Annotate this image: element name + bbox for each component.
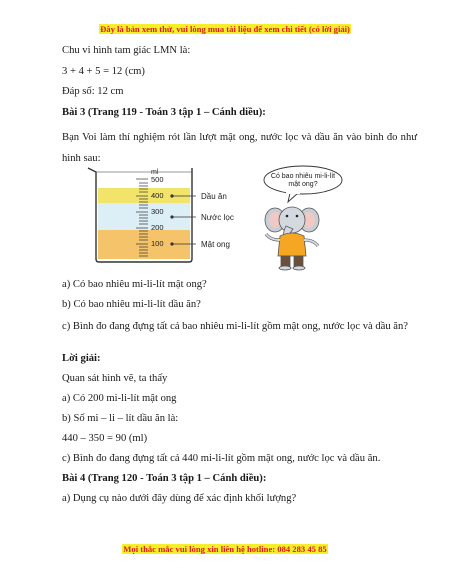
text-line: a) Dụng cụ nào dưới đây dùng để xác định khối lượng? [62,493,297,504]
text-line: Đáp số: 12 cm [62,86,124,97]
calculation-line: 440 – 350 = 90 (ml) [62,433,148,444]
oil-layer [98,188,190,203]
tick-label: 500 [151,175,164,184]
tick-label: 400 [151,191,164,200]
exercise-heading: Bài 3 (Trang 119 - Toán 3 tập 1 – Cánh diều): [62,107,266,118]
speech-bubble [264,166,342,202]
speech-text-line2: mật ong? [288,181,318,188]
question-b: b) Có bao nhiêu mi-li-lít dầu ăn? [62,299,201,310]
oil-label: Dầu ăn [201,192,227,201]
tick-label: 100 [151,239,164,248]
water-layer [98,203,190,230]
answer-c: c) Bình đo đang đựng tất cả 440 mi-li-lít gồm mật ong, nước lọc và dầu ăn. [62,453,381,464]
text-paragraph: Bạn Voi làm thí nghiệm rót lần lượt mật ong, nước lọc và dầu ăn vào bình đo như hình sau: [62,132,417,164]
tick-label: 300 [151,207,164,216]
unit-label: ml [151,169,159,176]
question-a: a) Có bao nhiêu mi-li-lít mật ong? [62,279,207,290]
solution-heading: Lời giải: [62,353,101,364]
text-line: Quan sát hình vẽ, ta thấy [62,373,168,384]
elephant-icon [265,207,319,270]
speech-text-line1: Có bao nhiêu mi-li-lít [270,173,336,180]
honey-layer [98,230,190,259]
answer-b: b) Số mi – li – lít dầu ăn là: [62,413,179,424]
exercise-heading: Bài 4 (Trang 120 - Toán 3 tập 1 – Cánh diều): [62,473,267,484]
preview-banner: Đây là bản xem thử, vui lòng mua tài liệu để xem chi tiết (có lời giải) [100,24,350,34]
water-label: Nước lọc [201,213,234,222]
text-line: Chu vi hình tam giác LMN là: [62,45,191,56]
text-line: 3 + 4 + 5 = 12 (cm) [62,66,145,77]
question-c: c) Bình đo đang đựng tất cả bao nhiêu mi-li-lít gồm mật ong, nước lọc và dầu ăn? [62,321,408,332]
answer-a: a) Có 200 mi-li-lít mật ong [62,393,177,404]
tick-label: 200 [151,223,164,232]
honey-label: Mật ong [201,240,230,249]
hotline-banner: Mọi thắc mắc vui lòng xin liên hệ hotline: 084 283 45 85 [123,544,327,554]
